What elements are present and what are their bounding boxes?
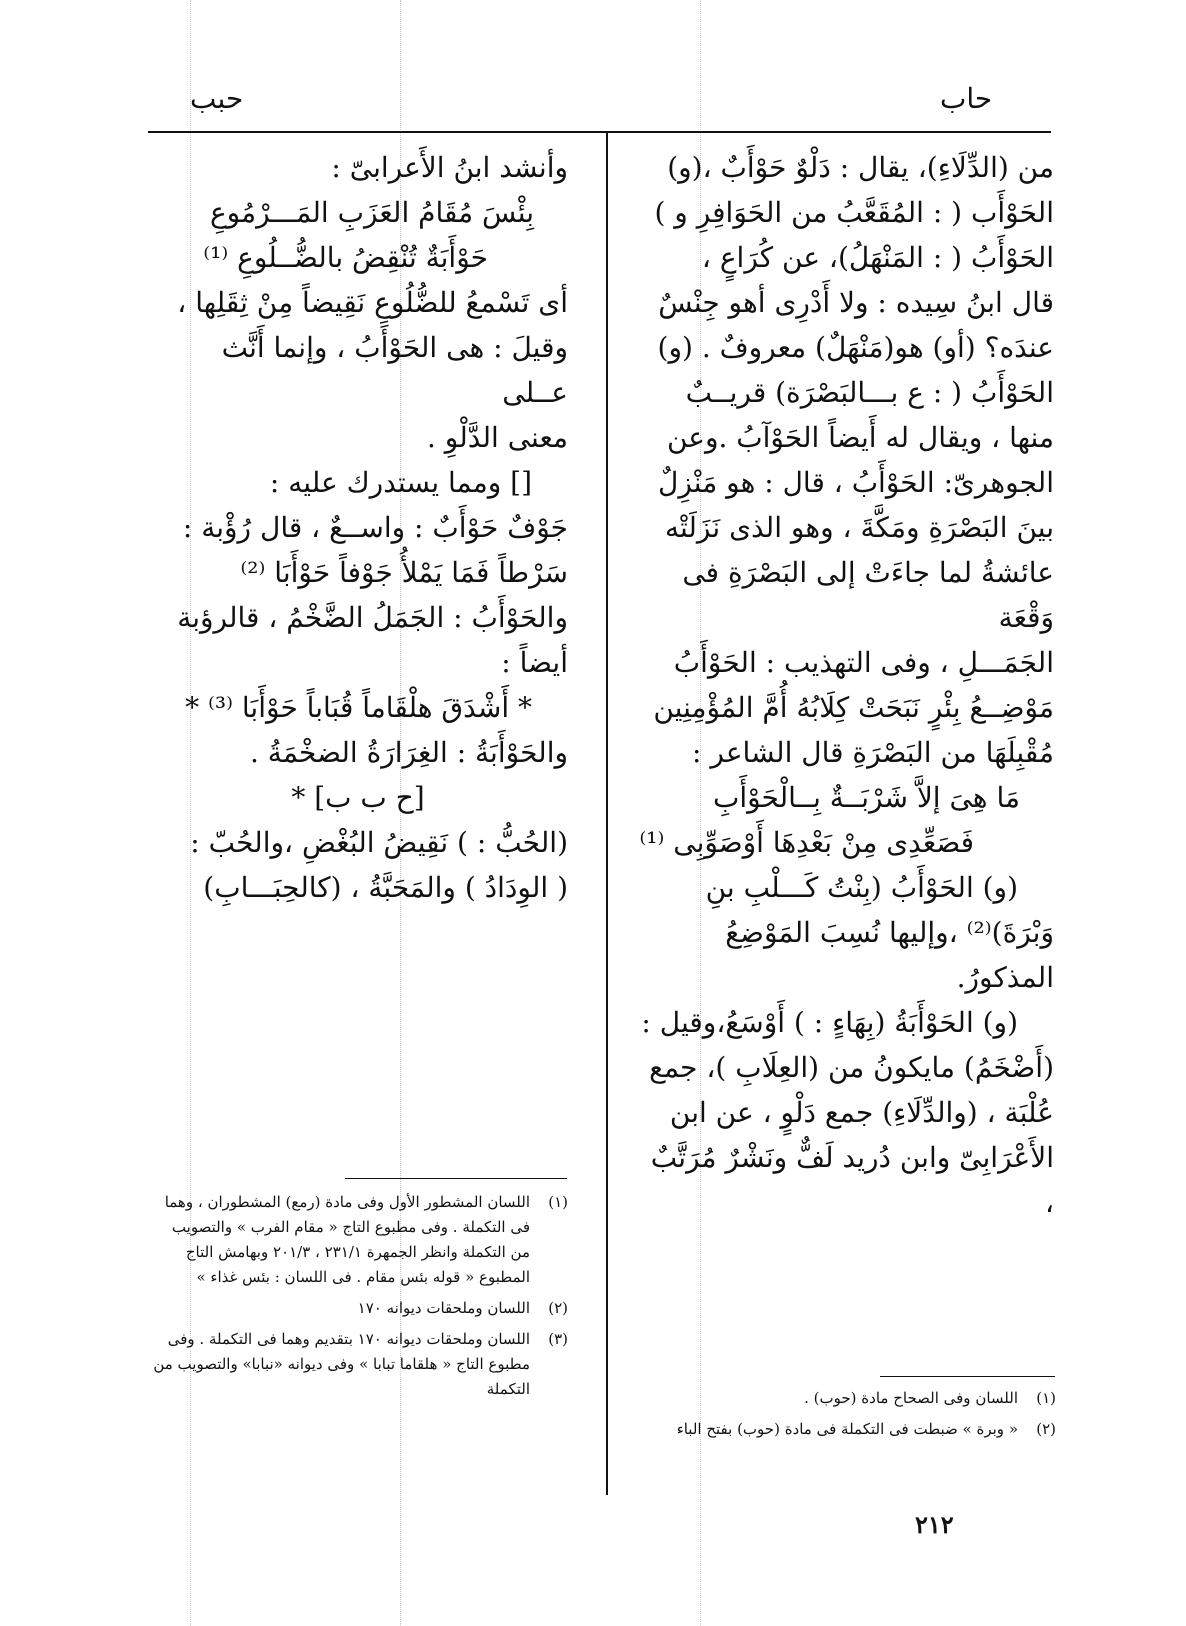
footnote-text: اللسان وفى الصحاح مادة (حوب) . [804,1389,1018,1407]
footnote-text: « وبرة » ضبطت فى التكملة فى مادة (حوب) بفتح الباء [676,1420,1018,1438]
verse-line: * أَشْدَقَ هلْقَاماً قُبَاباً حَوْأَبَا ⁽³⁾ * [185,691,532,724]
footnote-number: (١) [548,1193,568,1211]
footnote-number: (٢) [1036,1420,1056,1438]
right-column [638,145,1054,1225]
left-column [148,145,568,910]
text-line: جَوْفٌ حَوْأَبٌ : واســعٌ ، قال رُؤْبة : [182,511,568,544]
text-line: (الحُبُّ : ) نَقِيضُ البُغْضِ ،والحُبّ : [190,826,568,859]
verse-line: سَرْطاً فَمَا يَمْلأُ جَوْفاً حَوْأَبَا ⁽²⁾ [240,556,568,589]
text-line: والحَوْأَبُ : الجَمَلُ الضَّخْمُ ، قالرؤبة [177,601,568,634]
footnote [150,1190,568,1290]
footnote-number: (٢) [548,1299,568,1317]
header-left-word: حبب [190,82,244,115]
text-line: الجوهرىّ: الحَوْأَبُ ، قال : هو مَنْزِلٌ [657,466,1054,499]
page-number: ٢١٢ [915,1510,954,1539]
verse-line: بِئْسَ مُقَامُ العَزَبِ المَـــرْمُوعِ [209,196,534,229]
footnote-number: (٣) [548,1330,568,1348]
footnote [642,1417,1056,1442]
entry-heading: [ح ب ب] * [291,781,425,814]
text-line: ( الوِدَادُ ) والمَحَبَّةُ ، (كالحِبَـــابِ) [203,871,568,904]
footnote-text: اللسان وملحقات ديوانه ١٧٠ [357,1299,530,1317]
text-line: من (الدِّلَاءِ)، يقال : دَلْوٌ حَوْأَبٌ ،(و) [667,151,1054,184]
text-line: عائشةُ لما جاءَتْ إلى البَصْرَةِ فى وَقْعَة [682,556,1054,634]
text-line: الأَعْرَابِىّ وابن دُريد لَفٌّ ونَشْرٌ مُرَتَّبٌ ، [650,1141,1054,1219]
verse-line: مَا هِىَ إلاَّ شَرْبَــةٌ بِــالْحَوْأَبِ [712,781,1020,814]
verse-line: حَوْأَبَةٌ تُنْقِضُ بالضُّــلُوعِ ⁽¹⁾ [203,241,488,274]
text-line: معنى الدَّلْوِ . [427,421,568,454]
footnote [150,1296,568,1321]
text-line: الحَوْأَبُ ( : ع بـــالبَصْرَة) قريــبٌ [685,376,1054,409]
footnote-number: (١) [1036,1389,1056,1407]
column-divider [606,133,608,1495]
footnote [150,1327,568,1402]
text-line: وأنشد ابنُ الأَعرابىّ : [331,151,568,184]
text-line: (و) الحَوْأَبُ (بِنْتُ كَـــلْبِ بنِ [705,871,1018,904]
text-line: بينَ البَصْرَةِ ومَكَّةَ ، وهو الذى نَزَلَتْه [664,511,1054,544]
footnote-text: اللسان وملحقات ديوانه ١٧٠ بتقديم وهما فى التكملة . وفى مطبوع التاج « هلقاما تبابا » وفى ديوانه «نبابا» والتصويب من التكملة [153,1330,530,1398]
footnote [642,1386,1056,1411]
footnote-text: اللسان المشطور الأول وفى مادة (رمع) المشطوران ، وهما فى التكملة . وفى مطبوع التاج « مقام الفرب » والتصويب من التكملة وانظر الجمهرة ٢٣١/١ ، ٢٠١/٣ وبهامش التاج المطبوع « قوله بئس مقام . فى اللسان : بئس غذاء » [164,1193,530,1286]
text-line: (أَضْخَمُ) مايكونُ من (العِلَابِ )، جمع [649,1051,1054,1084]
right-footnotes [642,1386,1056,1448]
text-line: عُلْبَة ، (والدِّلَاءِ) جمع دَلْوٍ ، عن ابن [669,1096,1054,1129]
text-line: أيضاً : [501,646,568,679]
text-line: مَوْضِــعُ بِئْرٍ نَبَحَتْ كِلَابُهُ أُمَّ المُؤْمِنِين [653,691,1054,724]
text-line: عندَه؟ (أو) هو(مَنْهَلٌ) معروفٌ . (و) [657,331,1054,364]
text-line: والحَوْأَبَةُ : الغِرَارَةُ الضخْمَةُ . [250,736,568,769]
left-footnotes [150,1190,568,1408]
verse-line: فَصَعِّدِى مِنْ بَعْدِهَا أَوْصَوِّبِى ⁽¹⁾ [639,826,974,859]
text-line: وَبْرَةَ)⁽²⁾ ،وإليها نُسِبَ المَوْضِعُ المذكورُ. [725,916,1054,994]
text-line: الحَوْأَب ( : المُقَعَّبُ من الحَوَافِرِ و ) [654,196,1054,229]
footnote-rule [345,1178,567,1179]
header-rule [148,131,1051,133]
footnote-rule [880,1376,1055,1377]
text-line: منها ، ويقال له أَيضاً الحَوْآبُ .وعن [666,421,1054,454]
mustadrak-heading: [] ومما يستدرك عليه : [269,466,532,499]
text-line: الحَوْأَبُ ( : المَنْهَلُ)، عن كُرَاعٍ ، [701,241,1054,274]
text-line: قال ابنُ سِيده : ولا أَدْرِى أهو جِنْسٌ [658,286,1054,319]
text-line: الجَمَـــلِ ، وفى التهذيب : الحَوْأَبُ [673,646,1054,679]
text-line: أى تَسْمعُ للضُّلُوعِ نَقِيضاً مِنْ ثِقَلِها ، [177,286,568,319]
text-line: وقيلَ : هى الحَوْأَبُ ، وإنما أَنَّث عــلى [221,331,568,409]
text-line: (و) الحَوْأَبَةُ (بِهَاءٍ : ) أَوْسَعُ،وقيل : [641,1006,1018,1039]
header-right-word: حاب [940,82,993,115]
text-line: مُقْبِلَهَا من البَصْرَةِ قال الشاعر : [692,736,1054,769]
